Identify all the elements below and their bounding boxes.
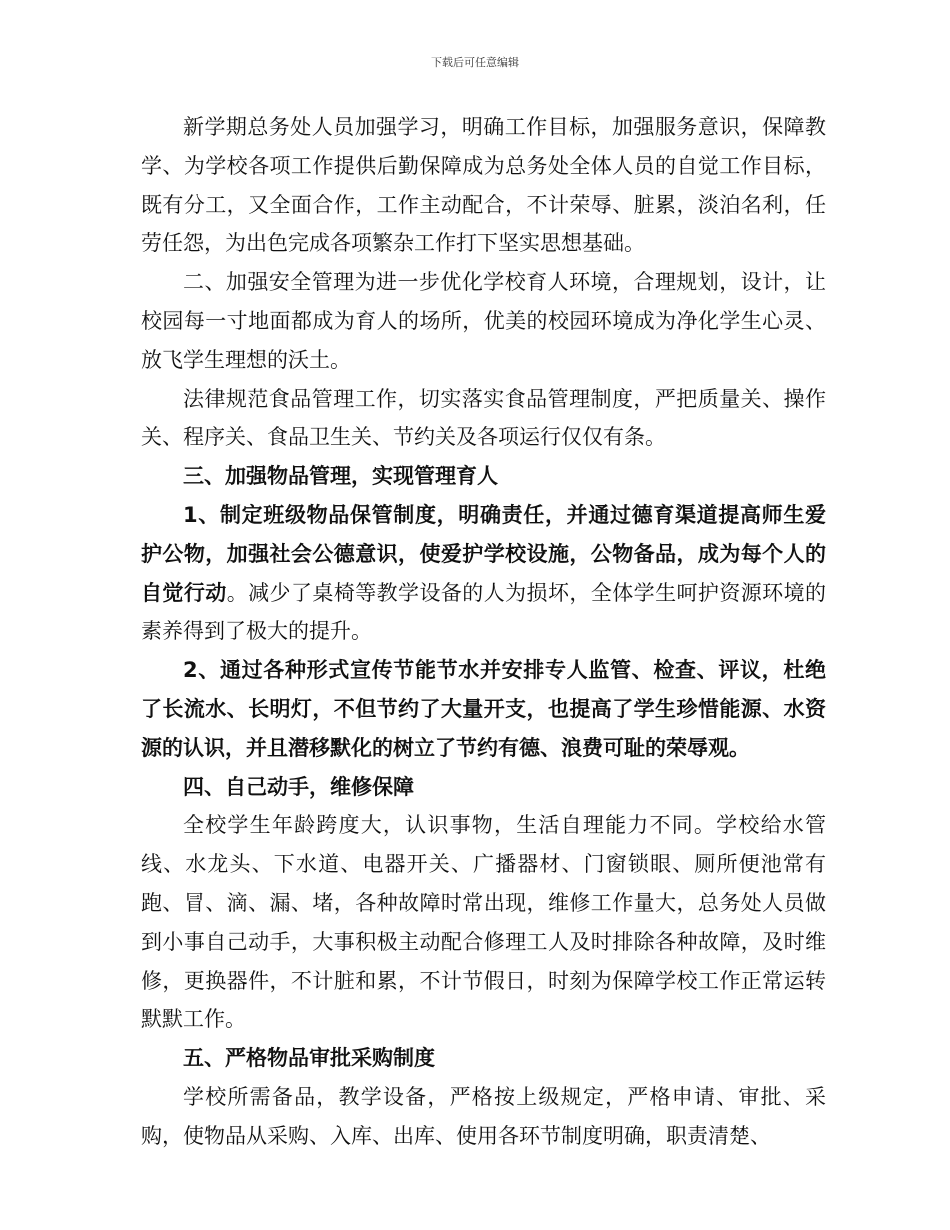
item-1-normal-text: 。减少了桌椅等教学设备的人为损坏，全体学生呵护资源环境的素养得到了极大的提升。 bbox=[141, 580, 827, 644]
section-heading-3: 三、加强物品管理，实现管理育人 bbox=[183, 464, 498, 489]
item-1-bold-text: 1、制定班级物品保管制度，明确责任，并通过德育渠道提高师生爱护公物，加强社会公德意识，使爱护学校设施，公物备品，成为每个人的自觉行动 bbox=[141, 502, 826, 605]
section-heading-5: 五、严格物品审批采购制度 bbox=[183, 1046, 435, 1071]
paragraph-item-1 bbox=[141, 496, 826, 651]
paragraph-item-2: 2、通过各种形式宣传节能节水并安排专人监管、检查、评议，杜绝了长流水、长明灯，不但节约了大量开支，也提高了学生珍惜能源、水资源的认识，并且潜移默化的树立了节约有德、浪费可耻的荣辱观。 bbox=[141, 658, 826, 760]
document-body bbox=[141, 108, 826, 1156]
paragraph-1: 新学期总务处人员加强学习，明确工作目标，加强服务意识，保障教学、为学校各项工作提供后勤保障成为总务处全体人员的自觉工作目标，既有分工，又全面合作，工作主动配合，不计荣辱、脏累，淡泊名利，任劳任怨，为出色完成各项繁杂工作打下坚实思想基础。 bbox=[141, 115, 826, 256]
paragraph-2: 二、加强安全管理为进一步优化学校育人环境，合理规划，设计，让校园每一寸地面都成为育人的场所，优美的校园环境成为净化学生心灵、放飞学生理想的沃土。 bbox=[141, 270, 826, 372]
paragraph-4: 全校学生年龄跨度大，认识事物，生活自理能力不同。学校给水管线、水龙头、下水道、电器开关、广播器材、门窗锁眼、厕所便池常有跑、冒、滴、漏、堵，各种故障时常出现，维修工作量大，总务处人员做到小事自己动手，大事积极主动配合修理工人及时排除各种故障，及时维修，更换器件，不计脏和累，不计节假日，时刻为保障学校工作正常运转默默工作。 bbox=[141, 813, 826, 1032]
paragraph-5: 学校所需备品，教学设备，严格按上级规定，严格申请、审批、采购，使物品从采购、入库、出库、使用各环节制度明确，职责清楚、 bbox=[141, 1084, 826, 1148]
section-heading-4: 四、自己动手，维修保障 bbox=[183, 774, 414, 799]
page-header: 下载后可任意编辑 bbox=[431, 56, 519, 69]
paragraph-3: 法律规范食品管理工作，切实落实食品管理制度，严把质量关、操作关、程序关、食品卫生关、节约关及各项运行仅仅有条。 bbox=[141, 386, 826, 450]
